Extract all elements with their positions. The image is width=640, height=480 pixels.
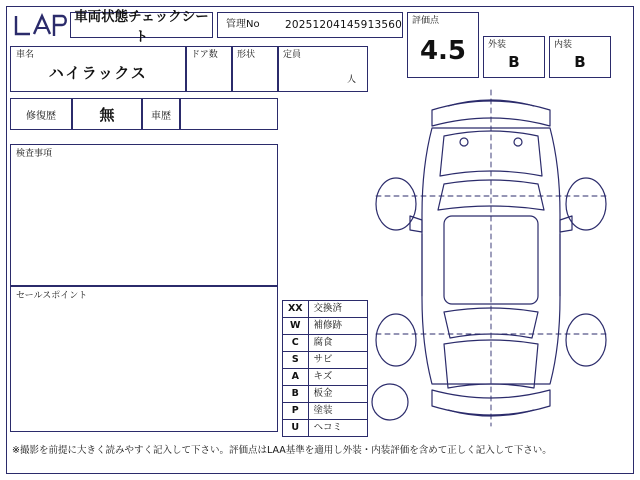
legend-desc: 板金: [308, 386, 367, 403]
legend-code: S: [283, 352, 309, 369]
management-no-label: 管理No: [226, 19, 260, 30]
legend-desc: キズ: [308, 369, 367, 386]
damage-code-legend: [282, 300, 368, 437]
vehicle-damage-diagram[interactable]: [360, 84, 622, 432]
table-row: [283, 420, 368, 437]
table-row: [283, 335, 368, 352]
exterior-score-label: 外装: [488, 40, 507, 50]
legend-desc: 塗装: [308, 403, 367, 420]
door-count-label: ドア数: [191, 50, 218, 60]
legend-code: A: [283, 369, 309, 386]
page-title: 車両状態チェックシート: [74, 9, 209, 45]
legend-desc: 腐食: [308, 335, 367, 352]
legend-code: W: [283, 318, 309, 335]
legend-code: B: [283, 386, 309, 403]
seat-capacity-label: 定員: [283, 50, 302, 60]
legend-code: C: [283, 335, 309, 352]
total-score-value: 4.5: [419, 36, 467, 66]
management-no-value: 20251204145913560: [285, 19, 402, 31]
seat-capacity-unit: 人: [347, 75, 357, 85]
car-name-value: ハイラックス: [48, 63, 148, 82]
repair-history-value: 無: [99, 105, 115, 124]
interior-score-label: 内装: [554, 40, 573, 50]
legend-desc: ヘコミ: [308, 420, 367, 437]
body-shape-label: 形状: [237, 50, 256, 60]
interior-score-value: B: [574, 53, 586, 71]
total-score-label: 評価点: [412, 16, 440, 26]
table-row: [283, 369, 368, 386]
lap-logo-icon: [14, 12, 70, 38]
footer-note: ※撮影を前提に大きく読みやすく記入して下さい。評価点はLAA基準を適用し外装・内装評価を含めて正しく記入して下さい。: [12, 445, 552, 456]
car-name-label: 車名: [16, 50, 35, 60]
inspection-notes-box: [10, 144, 278, 286]
table-row: [283, 352, 368, 369]
legend-code: XX: [283, 301, 309, 318]
table-row: [283, 403, 368, 420]
legend-desc: サビ: [308, 352, 367, 369]
table-row: [283, 386, 368, 403]
vehicle-history-label: 車歴: [151, 110, 171, 122]
legend-desc: 交換済: [308, 301, 367, 318]
table-row: [283, 318, 368, 335]
legend-desc: 補修跡: [308, 318, 367, 335]
repair-history-label: 修復歴: [26, 110, 56, 122]
vehicle-history-value-box: [180, 98, 278, 130]
inspection-notes-label: 検査事項: [16, 149, 53, 159]
sales-point-label: セールスポイント: [16, 291, 88, 301]
legend-code: P: [283, 403, 309, 420]
sheet-title-box: [70, 9, 213, 45]
sales-point-box: [10, 286, 278, 432]
exterior-score-value: B: [508, 53, 520, 71]
legend-code: U: [283, 420, 309, 437]
table-row: [283, 301, 368, 318]
